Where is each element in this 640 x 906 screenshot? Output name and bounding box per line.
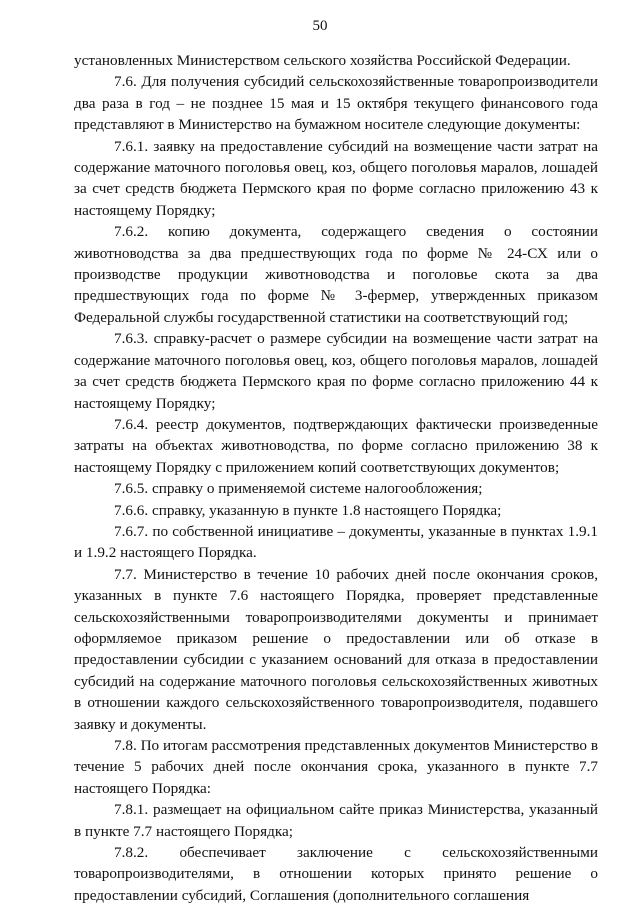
paragraph-7-6-4: 7.6.4. реестр документов, подтверждающих фактически произведенные затраты на объектах животноводства, по форме согласно приложению 38 к настоящему Порядку с приложением копий соответствующих документов; (74, 415, 598, 476)
paragraph-7-6-7: 7.6.7. по собственной инициативе – документы, указанные в пунктах 1.9.1 и 1.9.2 настоящего Порядка. (74, 522, 598, 562)
paragraph-7-6: 7.6. Для получения субсидий сельскохозяйственные товаропроизводители два раза в год – не позднее 15 мая и 15 октября текущего финансового года представляют в Министерство на бумажном носителе следующие документы: (74, 73, 598, 134)
paragraph-7-6-1: 7.6.1. заявку на предоставление субсидий на возмещение части затрат на содержание маточного поголовья овец, коз, общего поголовья маралов, лошадей за счет средств бюджета Пермского края по форме согласно приложению 43 к настоящему Порядку; (74, 137, 598, 219)
paragraph-7-8: 7.8. По итогам рассмотрения представленных документов Министерство в течение 5 рабочих дней после окончания срока, указанного в пункте 7.7 настоящего Порядка: (74, 737, 598, 797)
paragraph-7-7: 7.7. Министерство в течение 10 рабочих дней после окончания сроков, указанных в пункте 7.6 настоящего Порядка, проверяет представленные сельскохозяйственными товаропроизводителями документы и принимает оформляемое приказом решение о предоставлении или об отказе в предоставлении субсидии с указанием оснований для отказа в предоставлении субсидий на содержание маточного поголовья сельскохозяйственных животных в отношении каждого сельскохозяйственного товаропроизводителя, подавшего заявку и документы. (74, 565, 598, 733)
paragraph-7-8-1: 7.8.1. размещает на официальном сайте приказ Министерства, указанный в пункте 7.7 настоящего Порядка; (74, 801, 598, 840)
paragraph-7-8-2: 7.8.2. обеспечивает заключение с сельскохозяйственными товаропроизводителями, в отношении которых принято решение о предоставлении субсидий, Соглашения (дополнительного соглашения (74, 844, 598, 904)
page-number: 50 (312, 18, 328, 34)
paragraph-7-6-3: 7.6.3. справку-расчет о размере субсидии на возмещение части затрат на содержание маточного поголовья овец, коз, общего поголовья маралов, лошадей за счет средств бюджета Пермского края по форме согласно приложению 44 к настоящему Порядку; (74, 330, 598, 412)
paragraph-7-6-2: 7.6.2. копию документа, содержащего сведения о состоянии животноводства за два предшествующих года по форме № 24-СХ или о производстве продукции животноводства и поголовье скота за два предшествующих года по форме № 3-фермер, утвержденных приказом Федеральной службы государственной статистики на соответствующий год; (74, 223, 598, 326)
document-body (74, 50, 598, 906)
paragraph-7-6-5: 7.6.5. справку о применяемой системе налогообложения; (114, 480, 483, 498)
paragraph-7-6-6: 7.6.6. справку, указанную в пункте 1.8 настоящего Порядка; (114, 501, 502, 519)
paragraph-continuation: установленных Министерством сельского хозяйства Российской Федерации. (74, 52, 571, 69)
